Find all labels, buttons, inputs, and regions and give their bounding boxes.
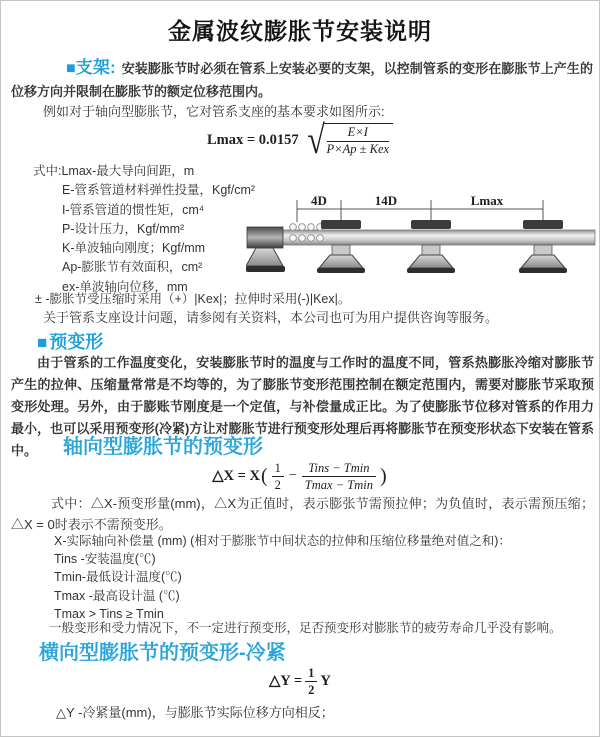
lateral-note-line: △Y -冷紧量(mm)，与膨胀节实际位移方向相反； <box>56 705 334 720</box>
lmax-formula-numerator: E×I <box>327 125 390 142</box>
lateral-predeform-formula <box>1 664 599 698</box>
fraction-numerator: 1 <box>272 461 284 477</box>
predeform-section-heading <box>37 328 103 354</box>
definition-line: Tmin-最低设计温度(℃) <box>54 570 182 585</box>
section-square-icon: ■ <box>37 333 48 352</box>
anchor-support <box>246 227 285 272</box>
lmax-variable-definitions <box>33 162 255 297</box>
lmax-formula-lhs: Lmax = 0.0157 <box>206 131 299 148</box>
guide-support <box>407 220 455 273</box>
lateral-subsection-heading: 横向型膨胀节的预变形-冷紧 <box>39 642 286 664</box>
axial-formula-explanation: 式中：△X-预变形量(mm)，△X为正值时，表示膨张节需预拉伸；为负值时，表示需预压缩；△X = 0时表示不需预变形。 <box>11 496 594 532</box>
definition-line: E-管系管道材料弹性投量，Kgf/cm² <box>62 183 256 198</box>
lmax-formula-denominator: P×Ap ± Kex <box>326 142 390 156</box>
definition-line: Tmax -最高设计温 (℃) <box>54 588 180 603</box>
axial-subsection-heading: 轴向型膨胀节的预变形 <box>63 436 263 458</box>
fraction-numerator: 1 <box>305 666 317 682</box>
one-half-fraction <box>305 666 317 697</box>
close-paren: ) <box>379 464 387 487</box>
support-intro-text: 安装膨胀节时必须在管系上安装必要的支架，以控制管系的变形在膨胀节上产生的位移方向并限制在膨胀节的额定位移范围内。 <box>11 61 593 99</box>
plus-minus-rule-line: ± -膨胀节受压缩时采用（+）|Kex|；拉伸时采用(-)|Kex|。 <box>35 292 351 306</box>
lmax-formula: Lmax = 0.0157 √ $\frac{E\times I}{\text{P×Ap ± Kex}}$ <box>1 121 599 159</box>
support-intro-paragraph <box>11 56 593 103</box>
pipe-support-diagram <box>246 191 598 291</box>
definition-line: Tmax > Tins ≥ Tmin <box>54 606 164 621</box>
dimension-lines <box>297 200 543 222</box>
lmax-formula-fraction <box>323 123 394 157</box>
axial-predeform-formula <box>1 457 599 495</box>
one-half-fraction <box>272 461 284 492</box>
support-section-heading: 支架: <box>75 58 116 77</box>
fraction-denominator: Tmax − Tmin <box>304 477 373 492</box>
definition-line: P-设计压力，Kgf/mm² <box>62 221 185 236</box>
minus-operator: − <box>288 468 297 483</box>
support-closing-line: 关于管系支座设计问题，请参阅有关资料，本公司也可为用户提供咨询等服务。 <box>43 310 499 325</box>
fraction-denominator: 2 <box>274 477 281 492</box>
fraction-numerator: Tins − Tmin <box>302 461 376 477</box>
predeform-paragraph: 由于管系的工作温度变化，安装膨胀节时的温度与工作时的温度不同，管系热膨胀冷缩对膨胀节产生的拉伸、压缩量常常是不均等的，为了膨胀节变形范围控制在额定范围内，需要对膨胀节采取预变形处理。另外，由于膨账节刚度是一个定值，与补偿量成正比。为了使膨胀节位移对管系的作用力最小，也可以采用预变形(冷紧)方让对膨胀节进行预变形处理后再将膨胀节在预变形状态下安装在管系中。 <box>11 355 594 458</box>
definition-line: ex-单波轴向位移，mm <box>62 279 188 294</box>
support-example-line: 例如对于轴向型膨胀节，它对管系支座的基本要求如图所示: <box>43 104 385 119</box>
guide-support <box>317 220 365 273</box>
dim-label-lmax: Lmax <box>470 193 504 208</box>
definition-line: K-单波轴向刚度；Kgf/mm <box>62 241 206 256</box>
definition-line: X-实际轴向补偿量 (mm) (相对于膨胀节中间状态的拉伸和压缩位移量绝对值之和)： <box>54 534 511 548</box>
predeform-heading-text: 预变形 <box>49 332 104 352</box>
definition-line: 式中:Lmax-最大导向间距，m <box>33 164 195 178</box>
temperature-fraction <box>302 461 376 492</box>
dim-label-4d: 4D <box>311 193 327 208</box>
definition-line: Ap-膨胀节有效面积，cm² <box>62 260 203 275</box>
page-title: 金属波纹膨胀节安装说明 <box>168 18 432 44</box>
guide-support <box>519 220 567 273</box>
definition-line: I-管系管道的惯性矩，cm⁴ <box>62 202 205 217</box>
fraction-denominator: 2 <box>308 682 315 697</box>
axial-note-line: 一般变形和受力情况下，不一定进行预变形，足否预变形对膨胀节的疲劳寿命几乎没有影响。 <box>49 621 562 635</box>
definition-line: Tins -安装温度(℃) <box>54 552 156 567</box>
section-square-icon: ■ <box>66 60 76 77</box>
open-paren: ( <box>260 464 268 487</box>
lateral-formula-rhs: Y <box>320 672 331 689</box>
dim-label-14d: 14D <box>374 193 398 208</box>
axial-formula-lhs: △X = X <box>212 467 260 484</box>
axial-variable-definitions <box>54 532 511 623</box>
lateral-formula-lhs: △Y = <box>269 672 303 689</box>
